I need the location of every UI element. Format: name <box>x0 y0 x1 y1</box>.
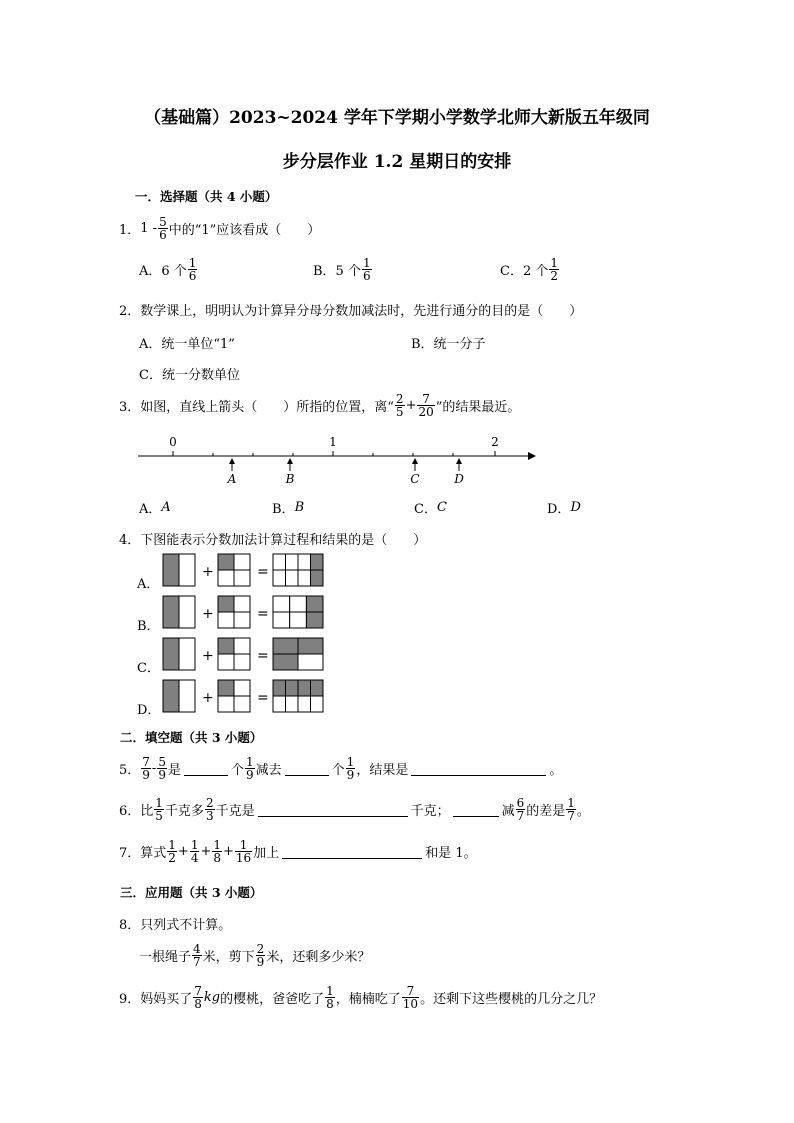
tick-label-1: 1 <box>329 435 337 449</box>
section-heading-fill: 二．填空题（共 3 小题） <box>120 730 263 745</box>
q6-blank-2[interactable] <box>453 802 499 817</box>
q4-row-d <box>137 680 323 718</box>
number-line <box>130 430 550 492</box>
question-3: 3．如图，直线上箭头（ ）所指的位置，离“ $\frac{2}{5}$ + $\frac{7}{20}$ ”的结果最近。 <box>119 392 521 419</box>
point-label-c: C <box>410 472 420 486</box>
q1-option-b[interactable]: B．5 个 $\frac{1}{6}$ <box>313 256 371 283</box>
q5-blank-3[interactable] <box>411 761 546 776</box>
question-1 <box>119 216 320 241</box>
svg-text:=: = <box>257 690 269 706</box>
q4-label-c: C． <box>137 661 160 676</box>
question-9: 9．妈妈买了 $\frac{7}{8}$ kg 的樱桃，爸爸吃了 $\frac{1}{8}$ ，楠楠吃了 $\frac{7}{10}$ 。还剩下这些樱桃的几分之几？ <box>119 984 603 1011</box>
tick-label-0: 0 <box>169 435 177 449</box>
point-label-a: A <box>227 472 237 486</box>
arrow-C <box>410 458 419 486</box>
question-7: 7．算式 $\frac{1}{2}$ + $\frac{1}{4}$ + $\frac{1}{8}$ + $\frac{1}{16}$ 加上 和是 1。 <box>119 838 477 865</box>
q3-option-b[interactable]: B． B <box>272 500 305 517</box>
q7-blank[interactable] <box>282 844 422 859</box>
q4-diagrams <box>130 550 330 720</box>
q2-option-a[interactable]: A．统一单位“1” <box>139 337 235 352</box>
svg-text:=: = <box>257 606 269 622</box>
number-line-arrowhead <box>528 452 536 460</box>
q1-a-fraction: $\frac{1}{6}$ <box>188 256 197 283</box>
q1-post: 中的“1”应该看成（ ） <box>168 223 321 238</box>
svg-text:+: + <box>202 564 214 580</box>
section-heading-application: 三．应用题（共 3 小题） <box>120 885 263 900</box>
q4-row-c <box>137 638 323 676</box>
arrow-A <box>227 458 237 486</box>
q4-label-a: A． <box>137 577 160 592</box>
arrow-B <box>285 458 295 486</box>
svg-text:+: + <box>202 606 214 622</box>
svg-text:=: = <box>257 648 269 664</box>
tick-label-2: 2 <box>491 435 499 449</box>
q1-pre: 1 - <box>140 221 158 236</box>
question-6: 6．比 $\frac{1}{5}$ 千克多 $\frac{2}{3}$ 千克是 千克； 减 $\frac{6}{7}$ 的差是 $\frac{1}{7}$ 。 <box>119 796 590 823</box>
q2-option-b[interactable]: B．统一分子 <box>411 337 486 352</box>
q2-option-c[interactable]: C．统一分数单位 <box>139 368 240 383</box>
q1-option-c[interactable]: C．2 个 $\frac{1}{2}$ <box>500 256 558 283</box>
q4-row-a <box>136 554 323 592</box>
q1-number: 1． <box>119 223 141 238</box>
q4-label-d: D． <box>137 703 161 718</box>
section-heading-choice: 一．选择题（共 4 小题） <box>135 189 278 204</box>
svg-text:=: = <box>257 564 269 580</box>
q5-blank-1[interactable] <box>184 761 228 776</box>
q6-blank-1[interactable] <box>258 802 408 817</box>
q3-option-a[interactable]: A． A <box>139 500 171 517</box>
q1-fraction: $\frac{5}{6}$ <box>159 215 167 242</box>
q4-row-b <box>137 596 323 634</box>
q3-fraction-2: $\frac{7}{20}$ <box>418 392 434 419</box>
page-title-line2: 步分层作业 1.2 星期日的安排 <box>282 152 512 172</box>
q3-option-c[interactable]: C． C <box>414 500 447 517</box>
point-label-b: B <box>285 472 295 486</box>
q1-c-fraction: $\frac{1}{2}$ <box>550 256 558 283</box>
point-label-d: D <box>454 472 464 486</box>
q1-option-a[interactable]: A．6 个 $\frac{1}{6}$ <box>139 256 197 283</box>
q3-option-d[interactable]: D． D <box>547 500 581 517</box>
arrow-D <box>453 458 464 486</box>
svg-text:+: + <box>202 648 214 664</box>
q3-fraction-1: $\frac{2}{5}$ <box>395 392 404 419</box>
q4-label-b: B． <box>137 619 160 634</box>
svg-text:+: + <box>202 690 214 706</box>
question-5: 5． $\frac{7}{9}$ - $\frac{5}{9}$ 是 个 $\frac{1}{9}$ 减去 个 $\frac{1}{9}$ ，结果是 。 <box>119 755 563 782</box>
question-8: 8．只列式不计算。 <box>119 918 232 933</box>
q8-body: 一根绳子 $\frac{4}{7}$ 米，剪下 $\frac{2}{9}$ 米，还剩多少米？ <box>139 942 371 969</box>
question-4: 4．下图能表示分数加法计算过程和结果的是（ ） <box>119 533 427 548</box>
question-2: 2．数学课上，明明认为计算异分母分数加减法时，先进行通分的目的是（ ） <box>119 304 583 319</box>
q5-blank-2[interactable] <box>285 761 329 776</box>
q1-b-fraction: $\frac{1}{6}$ <box>362 256 371 283</box>
page-title-line1: （基础篇）2023~2024 学年下学期小学数学北师大新版五年级同 <box>144 108 650 128</box>
